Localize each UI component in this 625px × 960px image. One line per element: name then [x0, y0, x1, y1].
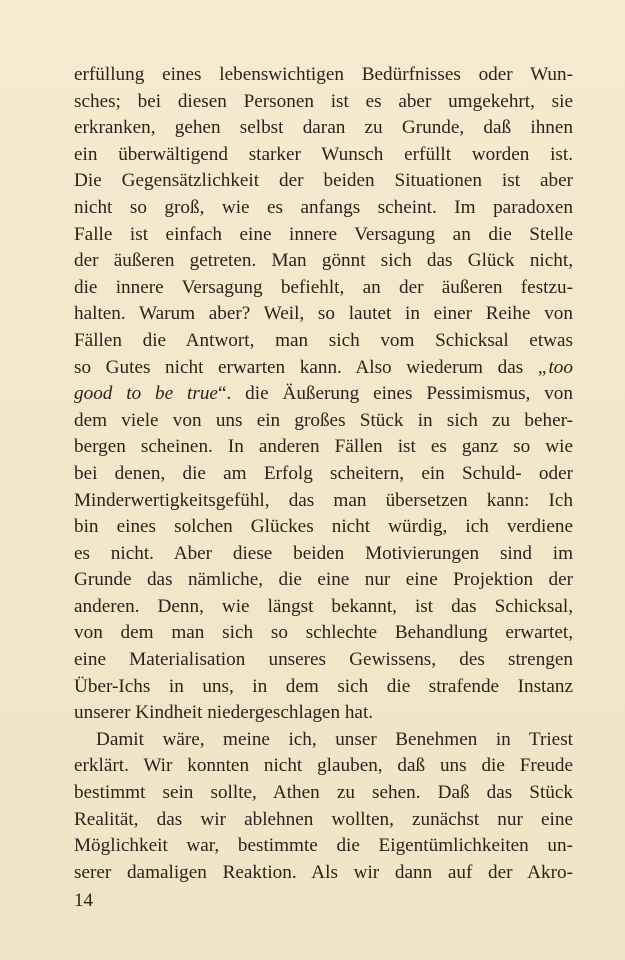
text-line: bin eines solchen Glückes nicht würdig, ich verdiene — [74, 516, 573, 538]
text-line: Möglichkeit war, bestimmte die Eigentümlichkeiten un- — [74, 835, 573, 857]
text-line: der äußeren getreten. Man gönnt sich das Glück nicht, — [74, 250, 573, 272]
text-line: Grunde das nämliche, die eine nur eine Projektion der — [74, 569, 573, 591]
text-line: die innere Versagung befiehlt, an der äußeren festzu- — [74, 276, 573, 298]
text-fragment: so Gutes nicht erwarten kann. Also wiederum das — [74, 356, 538, 378]
text-line: bei denen, die am Erfolg scheitern, ein Schuld- oder — [74, 462, 573, 484]
text-line: bestimmt sein sollte, Athen zu sehen. Daß das Stück — [74, 782, 573, 804]
text-line: ein überwältigend starker Wunsch erfüllt worden ist. — [74, 143, 573, 165]
text-line: eine Materialisation unseres Gewissens, des strengen — [74, 649, 573, 671]
text-line: dem viele von uns ein großes Stück in sich zu beher- — [74, 409, 573, 431]
text-line: Minderwertigkeitsgefühl, das man übersetzen kann: Ich — [74, 489, 573, 511]
body-text — [74, 62, 573, 886]
italic-phrase: „too — [537, 356, 573, 378]
text-line: sches; bei diesen Personen ist es aber umgekehrt, sie — [74, 90, 573, 112]
text-line: von dem man sich so schlechte Behandlung erwartet, — [74, 622, 573, 644]
text-line: Falle ist einfach eine innere Versagung an die Stelle — [74, 223, 573, 245]
text-line: erklärt. Wir konnten nicht glauben, daß uns die Freude — [74, 755, 573, 777]
text-line — [74, 355, 573, 382]
text-line: Über-Ichs in uns, in dem sich die strafende Instanz — [74, 675, 573, 697]
text-fragment: “. die Äußerung eines Pessimismus, von — [217, 383, 573, 405]
text-line: Die Gegensätzlichkeit der beiden Situationen ist aber — [74, 170, 573, 192]
text-line: serer damaligen Reaktion. Als wir dann auf der Akro- — [74, 861, 573, 883]
text-line: unserer Kindheit niedergeschlagen hat. — [74, 702, 374, 724]
text-line: erfüllung eines lebenswichtigen Bedürfnisses oder Wun- — [74, 64, 573, 85]
text-line: es nicht. Aber diese beiden Motivierungen sind im — [74, 542, 573, 564]
text-line: halten. Warum aber? Weil, so lautet in einer Reihe von — [74, 303, 573, 325]
text-line: erkranken, gehen selbst daran zu Grunde, daß ihnen — [74, 117, 573, 139]
text-line: Realität, das wir ablehnen wollten, zunächst nur eine — [74, 808, 573, 830]
text-line: Fällen die Antwort, man sich vom Schicksal etwas — [74, 329, 573, 351]
text-line: nicht so groß, wie es anfangs scheint. Im paradoxen — [74, 196, 573, 218]
text-line: anderen. Denn, wie längst bekannt, ist das Schicksal, — [74, 595, 573, 617]
text-line: Damit wäre, meine ich, unser Benehmen in Triest — [96, 728, 573, 750]
page-number: 14 — [74, 890, 93, 911]
text-line — [74, 381, 573, 408]
text-line: bergen scheinen. In anderen Fällen ist es ganz so wie — [74, 436, 573, 458]
italic-phrase: good to be true — [74, 383, 218, 405]
